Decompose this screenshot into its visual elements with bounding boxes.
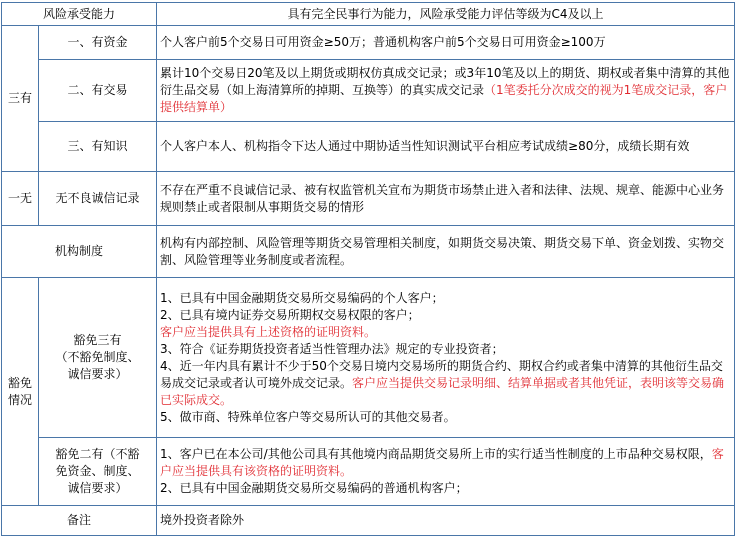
note-text: 境外投资者除外 [160, 513, 245, 527]
note-row [2, 506, 735, 536]
note-label-cell [2, 506, 157, 536]
exempt-two-label-cell [39, 438, 157, 506]
exempt-two-label-line2: 免资金、制度、 [55, 464, 140, 478]
exempt-three-item-5: 5、做市商、特殊单位客户等交易所认可的其他交易者。 [160, 409, 456, 424]
knowledge-label-cell [39, 122, 157, 172]
header-left-cell [2, 3, 157, 26]
yi-wu-label: 一无 [7, 191, 32, 205]
credit-text: 不存在严重不良诚信记录、被有权监管机关宣布为期货市场禁止进入者和法律、法规、规章、能源中心业务规则禁止或者限制从事期货交易的情形 [160, 182, 725, 214]
exempt-two-item-2: 2、已具有中国金融期货交易所交易编码的普通机构客户； [160, 481, 468, 495]
exempt-three-text-cell [157, 278, 735, 438]
funds-label: 一、有资金 [67, 35, 128, 49]
trading-text-cell [157, 60, 735, 122]
institution-label: 机构制度 [55, 244, 104, 258]
note-text-cell [157, 506, 735, 536]
exempt-two-item-1-text: 1、客户已在本公司/其他公司具有其他境内商品期货交易所上市的实行适当性制度的上市品种交易权限， [160, 447, 712, 461]
credit-label-cell [39, 172, 157, 226]
yi-wu-group-cell [2, 172, 39, 226]
knowledge-row [2, 122, 735, 172]
institution-text: 机构有内部控制、风险管理等期货交易管理相关制度，如期货交易决策、期货交易下单、资金划拨、实物交割、风险管理等业务制度或者流程。 [160, 235, 725, 267]
san-you-label: 三有 [7, 91, 32, 105]
exemption-group-cell [2, 278, 39, 506]
knowledge-label: 三、有知识 [67, 139, 128, 153]
san-you-group-cell [2, 26, 39, 172]
eligibility-table [1, 2, 735, 536]
exempt-three-item-4-text: 4、近一年内具有累计不少于50个交易日境内交易场所的期货合约、期权合约或者集中清算的其他衍生品交易成交记录或者认可境外成交记录。 [160, 358, 723, 390]
exempt-three-item-2-red: 客户应当提供具有上述资格的证明资料。 [160, 324, 377, 339]
exempt-three-label-line2: （不豁免制度、 [55, 350, 140, 364]
note-label: 备注 [67, 513, 92, 527]
trading-row [2, 60, 735, 122]
funds-label-cell [39, 26, 157, 60]
exempt-two-item-1 [160, 446, 732, 480]
credit-row [2, 172, 735, 226]
credit-text-cell [157, 172, 735, 226]
exempt-two-label-line3: 诚信要求） [67, 481, 128, 495]
exempt-two-item-1-red: 客户应当提供具有该资格的证明资料。 [160, 447, 724, 478]
exempt-three-item-2: 2、已具有境内证券交易所期权交易权限的客户； [160, 307, 420, 322]
institution-text-cell [157, 226, 735, 278]
exemption-label-line2: 情况 [7, 392, 32, 407]
funds-text: 个人客户前5个交易日可用资金≥50万；普通机构客户前5个交易日可用资金≥100万 [160, 35, 606, 49]
exempt-two-label-line1: 豁免二有（不豁 [55, 447, 140, 461]
exempt-three-label-cell [39, 278, 157, 438]
knowledge-text-cell [157, 122, 735, 172]
header-right-text: 具有完全民事行为能力，风险承受能力评估等级为C4及以上 [287, 6, 604, 21]
funds-text-cell [157, 26, 735, 60]
exempt-three-label-line3: 诚信要求） [67, 367, 128, 381]
header-right-cell [157, 3, 735, 26]
knowledge-text: 个人客户本人、机构指令下达人通过中期协适当性知识测试平台相应考试成绩≥80分，成绩长期有效 [160, 139, 690, 153]
exempt-three-item-4 [160, 358, 732, 409]
exempt-three-row [2, 278, 735, 438]
exempt-two-text-cell [157, 438, 735, 506]
header-row [2, 3, 735, 26]
trading-label-cell [39, 60, 157, 122]
exemption-label-line1: 豁免 [7, 375, 32, 390]
header-left-text: 风险承受能力 [43, 6, 116, 21]
exempt-two-row [2, 438, 735, 506]
institution-label-cell [2, 226, 157, 278]
credit-label: 无不良诚信记录 [55, 191, 140, 205]
funds-row [2, 26, 735, 60]
trading-red-note: （1笔委托分次成交的视为1笔成交记录，客户提供结算单） [160, 83, 728, 114]
exempt-three-label-line1: 豁免三有 [73, 333, 122, 347]
institution-row [2, 226, 735, 278]
exempt-three-item-4-red: 客户应当提供交易记录明细、结算单据或者其他凭证，表明该等交易确已实际成交。 [160, 375, 725, 407]
exempt-three-item-3: 3、符合《证券期货投资者适当性管理办法》规定的专业投资者； [160, 341, 504, 356]
trading-label: 二、有交易 [67, 83, 128, 97]
trading-text: 累计10个交易日20笔及以上期货或期权仿真成交记录；或3年10笔及以上的期货、期权或者集中清算的其他衍生品交易（如上海清算所的掉期、互换等）的真实成交记录 [160, 66, 730, 97]
exempt-three-item-1: 1、已具有中国金融期货交易所交易编码的个人客户； [160, 290, 444, 305]
